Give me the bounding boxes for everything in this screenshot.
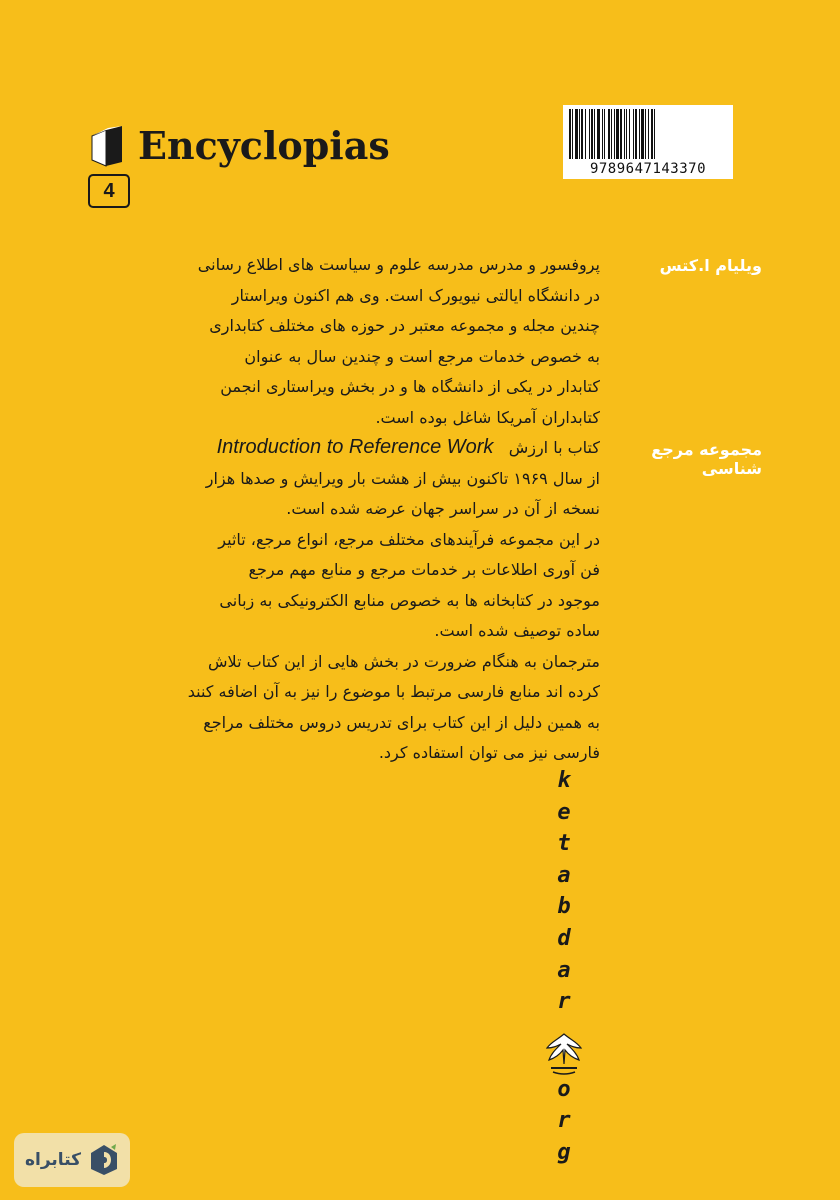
vertical-letter: r bbox=[557, 1108, 571, 1134]
isbn-barcode bbox=[563, 105, 733, 179]
author-bio-line: چندین مجله و مجموعه معتبر در حوزه های مختلف کتابداری bbox=[209, 316, 600, 335]
english-title: Introduction to Reference Work bbox=[216, 436, 494, 458]
vertical-letter: k bbox=[557, 768, 571, 793]
author-bio bbox=[130, 250, 600, 433]
vertical-letter: d bbox=[557, 925, 571, 951]
vertical-letter: t bbox=[557, 831, 571, 857]
author-bio-line: کتابداران آمریکا شاغل بوده است. bbox=[375, 407, 600, 427]
author-bio-line: در دانشگاه ایالتی نیویورک است. وی هم اکنون ویراستار bbox=[231, 285, 600, 305]
isbn-digits: 9789647143370 bbox=[589, 161, 707, 177]
description-line: موجود در کتابخانه ها به خصوص منابع الکترونیکی به زبانی bbox=[219, 590, 600, 610]
vertical-letter: a bbox=[557, 862, 571, 888]
watermark-label: کتابراه bbox=[24, 1150, 82, 1170]
description-line: کرده اند منابع فارسی مرتبط با موضوع را نیز به آن اضافه کنند bbox=[187, 682, 600, 701]
intro-line bbox=[130, 432, 600, 464]
vertical-letter: a bbox=[557, 957, 571, 983]
ketabrah-watermark bbox=[14, 1133, 130, 1187]
book-description bbox=[130, 432, 600, 769]
description-line: ساده توصیف شده است. bbox=[434, 621, 600, 640]
author-name: ویلیام ا.کتس bbox=[659, 256, 762, 275]
description-line: از سال ۱۹۶۹ تاکنون بیش از هشت بار ویرایش و صدها هزار bbox=[205, 468, 600, 488]
description-line: نسخه از آن در سراسر جهان عرضه شده است. bbox=[286, 499, 600, 518]
brand-title: Encyclopias bbox=[138, 122, 390, 168]
description-line: در این مجموعه فرآیندهای مختلف مرجع، انواع مرجع، تاثیر bbox=[218, 529, 600, 549]
vertical-website-text bbox=[552, 768, 576, 1172]
author-bio-line: به خصوص خدمات مرجع است و چندین سال به عنوان bbox=[244, 346, 600, 366]
author-bio-line: پروفسور و مدرس مدرسه علوم و سیاست های اطلاع رسانی bbox=[197, 255, 600, 274]
intro-prefix: کتاب با ارزش bbox=[508, 438, 600, 457]
description-line: مترجمان به هنگام ضرورت در بخش هایی از این کتاب تلاش bbox=[208, 651, 600, 671]
volume-number: 4 bbox=[88, 174, 130, 208]
series-label: مجموعه مرجع شناسی bbox=[651, 440, 762, 478]
description-line: به همین دلیل از این کتاب برای تدریس دروس مختلف مراجع bbox=[203, 712, 600, 732]
vertical-letter: b bbox=[557, 894, 571, 920]
book-logo-icon bbox=[88, 122, 128, 168]
description-line: فارسی نیز می توان استفاده کرد. bbox=[378, 743, 600, 762]
author-bio-line: کتابدار در یکی از دانشگاه ها و در بخش ویراستاری انجمن bbox=[220, 377, 600, 396]
vertical-letter: o bbox=[557, 1076, 571, 1102]
watermark-logo-icon bbox=[89, 1143, 119, 1177]
publisher-logo-icon bbox=[543, 1030, 585, 1078]
vertical-letter: e bbox=[557, 799, 571, 825]
description-line: فن آوری اطلاعات بر خدمات مرجع و منابع مهم مرجع bbox=[248, 560, 600, 579]
brand-header bbox=[88, 122, 390, 168]
vertical-letter: r bbox=[557, 989, 571, 1015]
vertical-letter: g bbox=[557, 1139, 571, 1165]
